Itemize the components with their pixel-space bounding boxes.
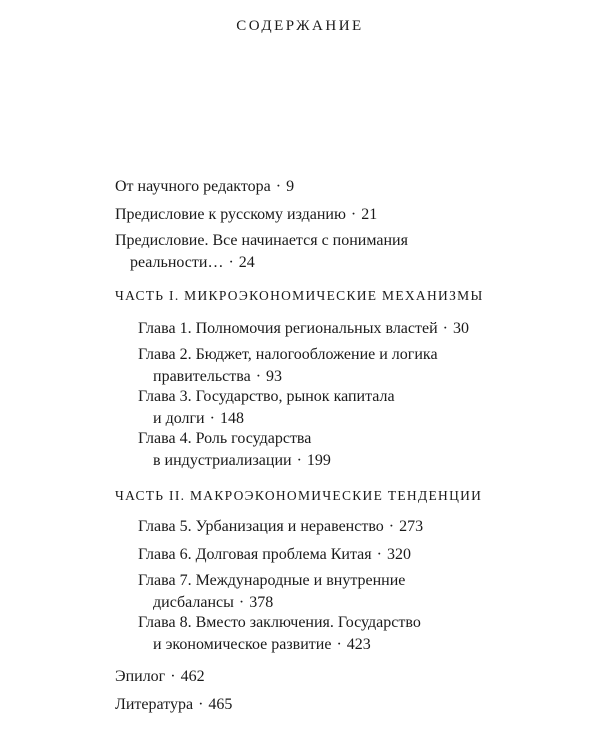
- entry-page: 21: [361, 206, 378, 223]
- entry-label-line1: Глава 2. Бюджет, налогообложение и логика: [138, 346, 438, 363]
- toc-entry-chapter-4: [138, 428, 331, 472]
- toc-entry-chapter-5: [138, 516, 423, 538]
- separator-dot: ·: [376, 546, 382, 563]
- entry-page: 30: [452, 320, 469, 337]
- separator-dot: ·: [350, 206, 357, 223]
- toc-entry-epilogue: [115, 666, 205, 688]
- separator-dot: ·: [228, 254, 234, 271]
- entry-label-line2: дисбалансы: [153, 594, 234, 611]
- entry-label: Глава 6. Долговая проблема Китая: [138, 546, 372, 563]
- entry-page: 273: [399, 518, 424, 535]
- entry-label-line1: Глава 7. Международные и внутренние: [138, 572, 406, 589]
- entry-label-line1: Предисловие. Все начинается с понимания: [115, 232, 408, 249]
- entry-label-line2: правительства: [153, 368, 251, 385]
- entry-page: 423: [346, 636, 371, 653]
- part-heading-2: ЧАСТЬ II. МАКРОЭКОНОМИЧЕСКИЕ ТЕНДЕНЦИИ: [115, 488, 483, 503]
- toc-entry-chapter-2: [138, 344, 438, 388]
- entry-label-line2: и долги: [153, 410, 205, 427]
- entry-label-line2: в индустриализации: [153, 452, 292, 469]
- toc-entry-chapter-3: [138, 386, 395, 430]
- separator-dot: ·: [296, 452, 302, 469]
- part-heading-1: ЧАСТЬ I. МИКРОЭКОНОМИЧЕСКИЕ МЕХАНИЗМЫ: [115, 288, 484, 303]
- entry-page: 462: [180, 668, 205, 685]
- toc-entry-editor: [115, 176, 294, 198]
- entry-label-line1: Глава 8. Вместо заключения. Государство: [138, 614, 421, 631]
- toc-entry-russian-preface: [115, 204, 377, 226]
- entry-label: Эпилог: [115, 668, 166, 685]
- entry-page: 199: [306, 452, 331, 469]
- entry-page: 465: [208, 696, 233, 713]
- entry-label: Предисловие к русскому изданию: [115, 206, 346, 223]
- separator-dot: ·: [170, 668, 176, 685]
- entry-label-line2: и экономическое развитие: [153, 636, 332, 653]
- separator-dot: ·: [209, 410, 215, 427]
- separator-dot: ·: [442, 320, 448, 337]
- entry-page: 320: [386, 546, 411, 563]
- toc-entry-literature: [115, 694, 232, 716]
- separator-dot: ·: [388, 518, 395, 535]
- separator-dot: ·: [198, 696, 204, 713]
- separator-dot: ·: [275, 178, 282, 195]
- entry-label-line1: Глава 4. Роль государства: [138, 430, 312, 447]
- entry-page: 93: [266, 368, 283, 385]
- entry-label: Литература: [115, 696, 194, 713]
- entry-page: 378: [249, 594, 274, 611]
- toc-title: СОДЕРЖАНИЕ: [236, 18, 364, 34]
- separator-dot: ·: [238, 594, 245, 611]
- entry-label: Глава 1. Полномочия региональных властей: [138, 320, 438, 337]
- toc-entry-preface: [115, 230, 408, 274]
- separator-dot: ·: [255, 368, 262, 385]
- entry-page: 24: [238, 254, 255, 271]
- separator-dot: ·: [336, 636, 342, 653]
- entry-label-line2: реальности…: [130, 254, 224, 271]
- toc-entry-chapter-7: [138, 570, 405, 614]
- entry-label: От научного редактора: [115, 178, 271, 195]
- toc-entry-chapter-6: [138, 544, 411, 566]
- entry-label-line1: Глава 3. Государство, рынок капитала: [138, 388, 395, 405]
- entry-page: 9: [286, 178, 295, 195]
- toc-entry-chapter-8: [138, 612, 421, 656]
- entry-page: 148: [219, 410, 244, 427]
- entry-label: Глава 5. Урбанизация и неравенство: [138, 518, 384, 535]
- toc-entry-chapter-1: [138, 318, 469, 340]
